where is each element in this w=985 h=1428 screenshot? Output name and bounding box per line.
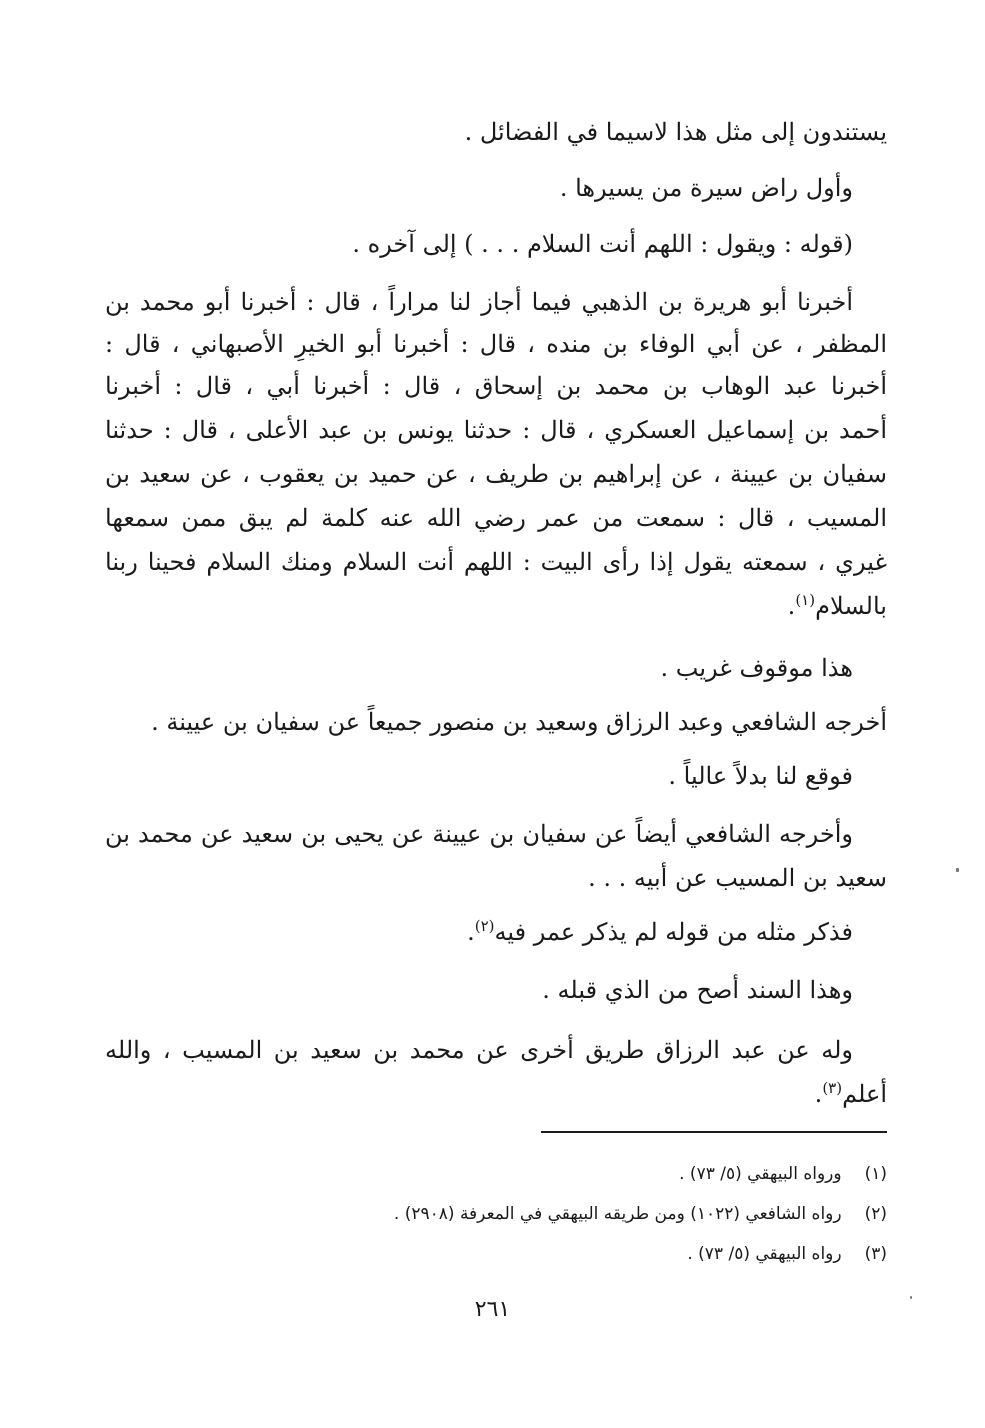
text-line-16: سعيد بن المسيب عن أبيه . . .: [588, 864, 887, 892]
scan-speck: [910, 1296, 912, 1299]
text-line-18: وهذا السند أصح من الذي قبله .: [542, 976, 853, 1004]
line-17-period: .: [467, 918, 475, 946]
text-line-11-body: بالسلام: [815, 592, 887, 620]
text-line-7: أحمد بن إسماعيل العسكري ، قال : حدثنا يونس بن عبد الأعلى ، قال : حدثنا: [105, 416, 887, 444]
page-number: ٢٦١: [474, 1297, 511, 1322]
footnote-1: [105, 1160, 887, 1188]
line-11-period: .: [787, 592, 796, 620]
footnote-ref-3: (٣): [822, 1079, 843, 1097]
footnote-2-text: رواه الشافعي (١٠٢٢) ومن طريقه البيهقي في المعرفة (٢٩٠٨) .: [393, 1204, 842, 1224]
footnote-3: [105, 1240, 887, 1268]
text-line-12: هذا موقوف غريب .: [660, 654, 853, 682]
footnote-2: [105, 1200, 887, 1228]
footnote-ref-2: (٢): [474, 917, 495, 935]
footnote-2-number: (٢): [864, 1204, 887, 1224]
text-line-4: أخبرنا أبو هريرة بن الذهبي فيما أجاز لنا مراراً ، قال : أخبرنا أبو محمد بن: [105, 288, 853, 316]
footnote-3-number: (٣): [864, 1244, 887, 1264]
line-20-period: .: [814, 1080, 823, 1108]
footnote-1-number: (١): [864, 1164, 887, 1184]
text-line-5: المظفر ، عن أبي الوفاء بن منده ، قال : أخبرنا أبو الخيرِ الأصبهاني ، قال :: [105, 330, 887, 358]
footnote-ref-1: (١): [795, 591, 816, 609]
footnote-3-text: رواه البيهقي (٥/ ٧٣) .: [687, 1244, 842, 1264]
text-line-1: يستندون إلى مثل هذا لاسيما في الفضائل .: [464, 118, 887, 146]
text-line-17: [105, 912, 853, 952]
text-line-20: [105, 1074, 887, 1114]
text-line-19: وله عن عبد الرزاق طريق أخرى عن محمد بن سعيد بن المسيب ، والله: [105, 1036, 854, 1064]
footnote-1-text: ورواه البيهقي (٥/ ٧٣) .: [679, 1164, 842, 1184]
text-line-8: سفيان بن عيينة ، عن إبراهيم بن طريف ، عن حميد بن يعقوب ، عن سعيد بن: [105, 460, 887, 488]
text-line-2: وأول راض سيرة من يسيرها .: [559, 174, 853, 202]
footnote-separator: [541, 1131, 887, 1133]
text-line-3: (قوله : ويقول : اللهم أنت السلام . . . ) إلى آخره .: [352, 230, 853, 258]
text-line-15: وأخرجه الشافعي أيضاً عن سفيان بن عيينة عن يحيى بن سعيد عن محمد بن: [105, 820, 853, 848]
text-line-14: فوقع لنا بدلاً عالياً .: [668, 762, 853, 790]
text-line-20-body: أعلم: [842, 1080, 887, 1108]
scan-speck: [956, 868, 959, 872]
text-line-17-body: فذكر مثله من قوله لم يذكر عمر فيه: [494, 918, 853, 946]
text-line-6: أخبرنا عبد الوهاب بن محمد بن إسحاق ، قال : أخبرنا أبي ، قال : أخبرنا: [105, 372, 887, 400]
text-line-11: [105, 586, 887, 626]
text-line-10: غيري ، سمعته يقول إذا رأى البيت : اللهم أنت السلام ومنك السلام فحينا ربنا: [105, 548, 887, 576]
text-line-9: المسيب ، قال : سمعت من عمر رضي الله عنه كلمة لم يبق ممن سمعها: [105, 504, 887, 532]
text-line-13: أخرجه الشافعي وعبد الرزاق وسعيد بن منصور جميعاً عن سفيان بن عيينة .: [151, 708, 887, 736]
